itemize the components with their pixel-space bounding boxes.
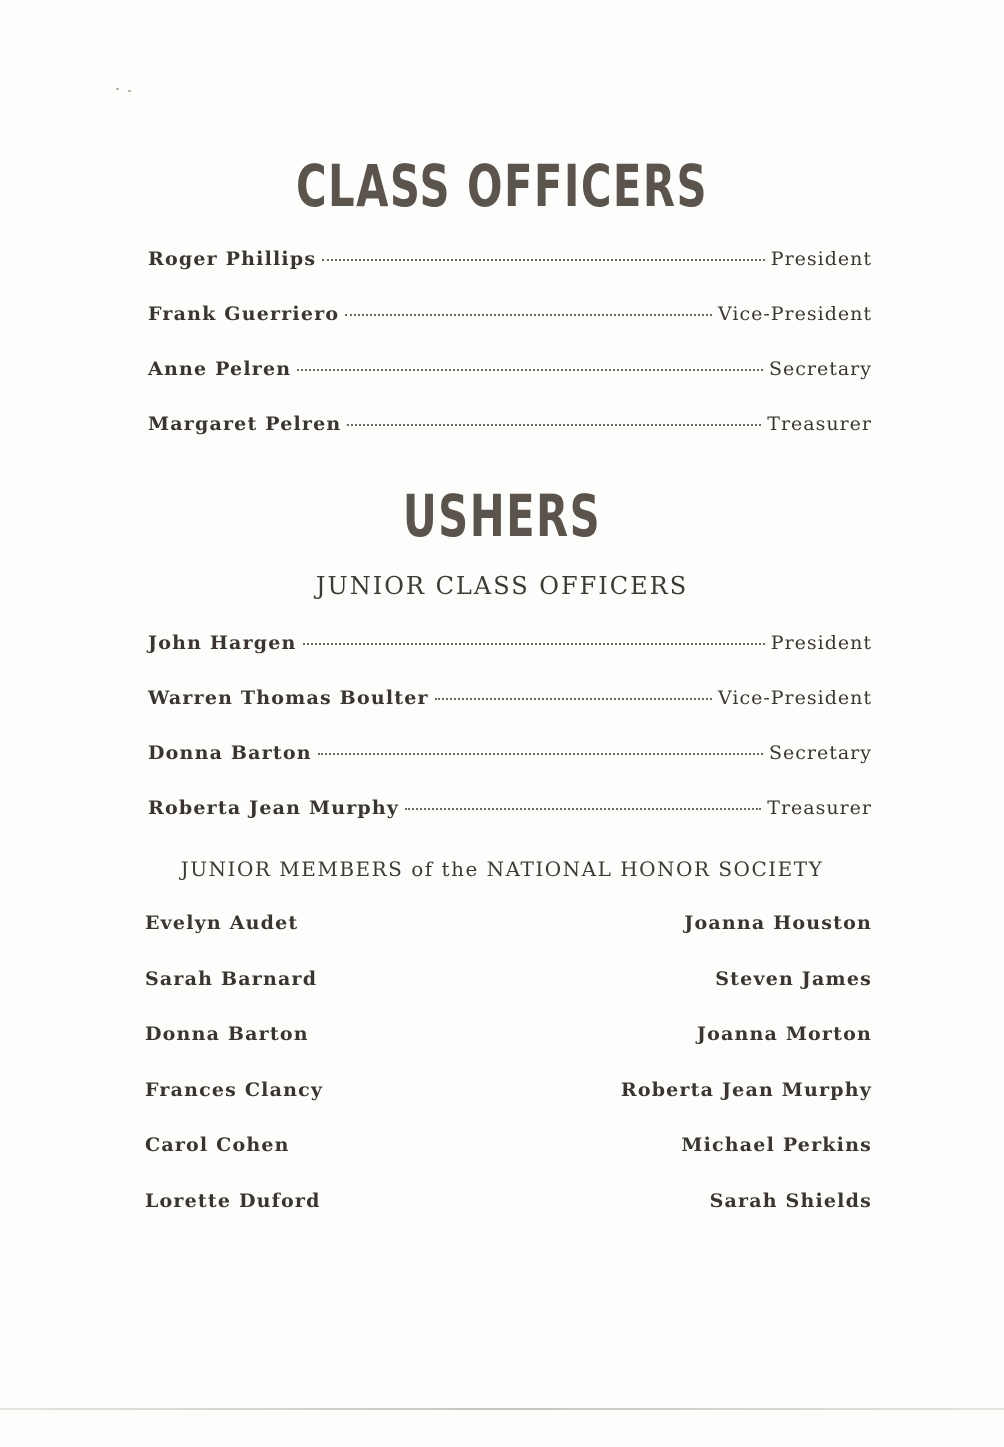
member-row	[145, 1134, 872, 1190]
dot-leader	[303, 643, 765, 645]
member-name: Roberta Jean Murphy	[620, 1078, 872, 1101]
paper-speck	[128, 90, 131, 92]
honor-society-member-list	[145, 912, 872, 1245]
member-name: Sarah Barnard	[145, 967, 318, 990]
junior-officer-row	[148, 797, 872, 827]
class-officer-row	[148, 303, 872, 333]
junior-officer-row	[148, 742, 872, 772]
dot-leader	[297, 369, 763, 371]
honor-society-heading: JUNIOR MEMBERS of the NATIONAL HONOR SOCIETY	[180, 857, 824, 881]
member-name: Steven James	[715, 967, 872, 990]
class-officer-row	[148, 248, 872, 278]
officer-name: Roberta Jean Murphy	[148, 797, 400, 819]
member-name: Donna Barton	[145, 1023, 309, 1045]
paper-speck	[116, 88, 119, 90]
officer-title: Treasurer	[767, 797, 872, 819]
class-officers-heading: CLASS OFFICERS	[295, 152, 709, 220]
officer-name: Donna Barton	[148, 742, 312, 764]
class-officer-row	[148, 413, 872, 443]
member-row	[145, 1079, 872, 1135]
junior-officer-row	[148, 687, 872, 717]
officer-name: John Hargen	[148, 632, 297, 654]
officer-title: Treasurer	[767, 413, 872, 435]
member-name: Lorette Duford	[145, 1189, 321, 1212]
officer-title: Vice-President	[718, 687, 872, 709]
dot-leader	[318, 753, 763, 755]
officer-title: Secretary	[768, 742, 872, 764]
junior-class-officers-heading: JUNIOR CLASS OFFICERS	[315, 572, 689, 600]
member-name: Joanna Houston	[684, 912, 872, 934]
member-name: Carol Cohen	[145, 1134, 290, 1156]
officer-title: President	[770, 632, 872, 654]
officer-name: Margaret Pelren	[148, 413, 342, 435]
dot-leader	[345, 314, 712, 316]
junior-officer-row	[148, 632, 872, 662]
member-row	[145, 1190, 872, 1246]
officer-title: Vice-President	[718, 303, 872, 325]
officer-title: Secretary	[768, 358, 872, 380]
officer-name: Frank Guerriero	[148, 303, 340, 325]
scan-edge-line	[0, 1408, 1004, 1410]
member-row	[145, 1023, 872, 1079]
officer-name: Warren Thomas Boulter	[148, 687, 429, 709]
member-row	[145, 912, 872, 968]
member-name: Frances Clancy	[145, 1078, 324, 1101]
class-officer-row	[148, 358, 872, 388]
member-name: Evelyn Audet	[145, 912, 299, 934]
officer-name: Anne Pelren	[148, 358, 292, 380]
officer-name: Roger Phillips	[148, 248, 317, 270]
dot-leader	[347, 424, 761, 426]
ushers-heading: USHERS	[402, 482, 602, 550]
member-name: Michael Perkins	[681, 1134, 872, 1156]
member-row	[145, 968, 872, 1024]
officer-title: President	[770, 248, 872, 270]
member-name: Joanna Morton	[696, 1023, 872, 1045]
member-name: Sarah Shields	[709, 1189, 872, 1212]
dot-leader	[405, 808, 761, 810]
dot-leader	[435, 698, 712, 700]
dot-leader	[322, 259, 765, 261]
